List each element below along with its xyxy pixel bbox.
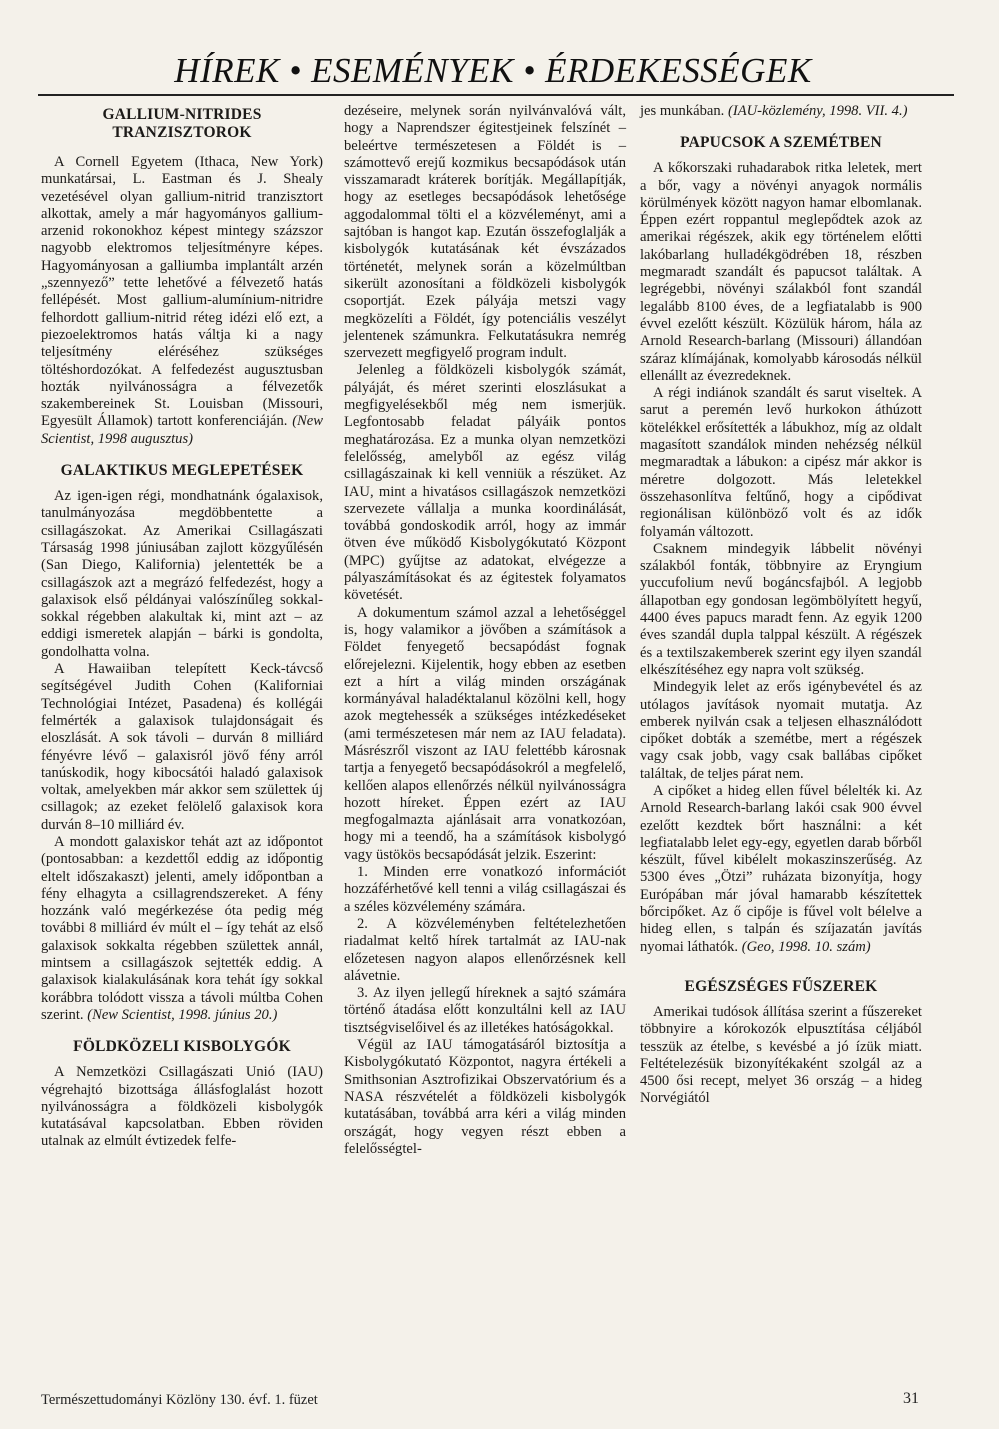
- column-3: [640, 103, 922, 1108]
- article-paragraph: [41, 154, 323, 448]
- recommendation-item: 2. A közvéleményben feltételezhetően riadalmat keltő hírek tartalmát az IAU-nak előzetesen nagyon alapos ellenőrzésnek kell alávetnie.: [344, 915, 626, 984]
- article-paragraph: [640, 103, 922, 120]
- column-2: [344, 103, 626, 1158]
- page-number: 31: [903, 1390, 919, 1407]
- article-title-galaxies: GALAKTIKUS MEGLEPETÉSEK: [60, 462, 304, 480]
- paragraph-text: A Cornell Egyetem (Ithaca, New York) munkatársai, L. Eastman és J. Shealy vezetésével olyan gallium-nitrid tranzisztort alkottak, amely a már hagyományos gallium-arzenid rokonokhoz képest mintegy százszor nagyobb elektromos teljesítményre képes. Hagyományosan a galliumba implantált arzén „szennyező” tette lehetővé a félvezető hatás fellépését. Most gallium-alumínium-nitridre felhordott gallium-nitrid réteg idézi elő ezt, a piezoelektromos hatás váltja ki a nagy teljesítmény eléréséhez szükséges töltéshordozókat. A felfedezést augusztusban hozták nyilvánosságra a félvezetők szakembereinek St. Louisban (Missouri, Egyesült Államok) tartott konferenciáján.: [41, 154, 323, 430]
- source-citation: (Geo, 1998. 10. szám): [741, 938, 871, 955]
- article-title-gallium: GALLIUM-NITRIDES TRANZISZTOROK: [102, 106, 262, 141]
- article-paragraph: Csaknem mindegyik lábbelit növényi szálakból fonták, többnyire az Eryngium yuccufolium nevű bogáncsfajból. A legjobb állapotban egy gondosan legömbölyített hegyű, 4400 éves papucs maradt fenn. Az egyik 1200 éves szandál dupla talppal készült. A régészek és a textilszakemberek szerint egy ilyen szandál elkészítéséhez egy napra volt szükség.: [640, 540, 922, 678]
- article-title-sandals: PAPUCSOK A SZEMÉTBEN: [680, 134, 882, 152]
- article-paragraph: A Nemzetközi Csillagászati Unió (IAU) végrehajtó bizottsága állásfoglalást hozott nyilvánosságra a földközeli kisbolygók kutatásával kapcsolatban. Ebben röviden utalnak az elmúlt évtizedek felfe-: [41, 1064, 323, 1150]
- article-paragraph: [640, 783, 922, 956]
- article-paragraph: Végül az IAU támogatásáról biztosítja a Kisbolygókutató Központot, nagyra értékeli a Smithsonian Asztrofizikai Obszervatórium és a NASA részvételét a földközeli kisbolygók kutatásában, továbbá arra kéri a világ minden országát, hogy vegyen részt ebben a felelősségtel-: [344, 1037, 626, 1157]
- article-paragraph: A régi indiánok szandált és sarut viseltek. A sarut a peremén levő hurkokon áthúzott kötelékkel erősítették a lábukhoz, míg az oldalt magasított szandálok minden nehézség nélkül megmaradtak a lábukon: a cipész már akkor is méretre dolgozott. Más leletekkel összehasonlítva feltűnő, hogy a cipődivat regionálisan különböző volt és az idők folyamán változott.: [640, 385, 922, 540]
- journal-footer: Természettudományi Közlöny 130. évf. 1. füzet: [41, 1392, 318, 1408]
- header-rule: [38, 94, 954, 96]
- article-paragraph: Az igen-igen régi, mondhatnánk ógalaxisok, tanulmányozása megdöbbentette a csillagászokat. Az Amerikai Csillagászati Társaság 1998 júniusában zajlott közgyűlésén (San Diego, Kalifornia) jelentették be a csillagászok azt a megrázó felfedezést, hogy a galaxisok első példányai valószínűleg sokkal-sokkal régebben alakultak ki, mint azt – az eddigi ismeretek alapján – bárki is gondolta, gondolhatta volna.: [41, 488, 323, 660]
- article-title-asteroids: FÖLDKÖZELI KISBOLYGÓK: [73, 1038, 291, 1056]
- article-paragraph: A kőkorszaki ruhadarabok ritka leletek, mert a bőr, vagy a növényi anyagok normális körülmények között nagyon hamar elbomlanak. Éppen ezért roppantul meglepődtek azok az amerikai régészek, akik egy történelem előtti lakóbarlang hulladékgödrében 18, részben megmaradt szandált és papucsot találtak. A legrégebbi, növényi szálakból font szandál legalább 8100 éves, de a legfiatalabb is 900 évvel ezelőtt készült. Közülük három, hála az Arnold Research-barlang (Missouri) állandóan száraz klímájának, komolyabb károsodás nélkül ellenállt az évezredeknek.: [640, 160, 922, 384]
- article-paragraph: Mindegyik lelet az erős igénybevétel és az utólagos javítások nyomait mutatja. Az emberek nyilván csak a teljesen elhasználódott cipőket dobták a szemétbe, mert a régészek vagy csak jobb, vagy csak ballábas cipőket találtak, de teljes párat nem.: [640, 679, 922, 782]
- article-paragraph: Jelenleg a földközeli kisbolygók számát, pályáját, és méret szerinti eloszlásukat a megfigyelésekből még nem ismerjük. Legfontosabb feladat pályáik pontos meghatározása. Ez a munka olyan nemzetközi felelősség, amelyből az egész világ csillagászainak ki kell venniük a részüket. Az IAU, mint a hivatásos csillagászok nemzetközi szervezete vállalja a munka koordinálását, továbbá gondoskodik arról, hogy az immár ötven éve működő Kisbolygókutató Központ (MPC) gyűjtse az adatokat, elvégezze a pályaszámításokat és az égitestek folyamatos követését.: [344, 362, 626, 604]
- article-paragraph: A dokumentum számol azzal a lehetőséggel is, hogy valamikor a jövőben a számítások a Földet fenyegető becsapódást fognak előrejelezni. Kijelentik, hogy ebben az esetben ezt a hírt a világ minden országának kormányával haladéktalanul közölni kell, hogy azok megtehessék a szükséges intézkedéseket (ami természetesen már nem az IAU feladata). Másrészről viszont az IAU felettébb károsnak tartja a fenyegető becsapódásokról a megfelelő, kellően alapos ellenőrzés nélkül nyilvánosságra hozott híreket. Éppen ezért az IAU megfogalmazta ajánlásait arra vonatkozóan, hogy mi a teendő, ha a számítások kisbolygó vagy üstökös becsapódását jelzik. Eszerint:: [344, 604, 626, 863]
- section-title: HÍREK • ESEMÉNYEK • ÉRDEKESSÉGEK: [174, 51, 812, 90]
- article-paragraph: Amerikai tudósok állítása szerint a fűszereket többnyire a kórokozók elpusztítása céljából tesszük az ételbe, s kevésbé a jó ízük miatt. Feltételezésük bizonyítékaként szolgál az a 4500 ősi recept, melyet 36 ország – a hideg Norvégiától: [640, 1003, 922, 1107]
- article-paragraph: [41, 834, 323, 1024]
- paragraph-text: jes munkában.: [640, 103, 725, 119]
- article-title-spices: EGÉSZSÉGES FŰSZEREK: [684, 977, 878, 995]
- recommendation-item: 3. Az ilyen jellegű híreknek a sajtó számára történő átadása előtt konzultálni kell az IAU tisztségviselőivel és az illetékes hatóságokkal.: [344, 985, 626, 1036]
- paragraph-text: A mondott galaxiskor tehát azt az időpontot (pontosabban: a kezdettől eddig az időpontig eltelt időszakaszt) jelenti, amely időpontban a fény elhagyta a csillagrendszereket. A fény hozzánk való megérkezése óta pedig még további 8 milliárd év múlt el – így tehát az első galaxisok sokkalta régebben születtek annál, mintsem a csillagászok sejtették eddig. A galaxisok kialakulásának kora tehát így sokkal korábbra tolódott vissza a távoli múltba Cohen szerint.: [41, 833, 323, 1023]
- column-1: [41, 103, 323, 1151]
- article-paragraph: dezéseire, melynek során nyilvánvalóvá vált, hogy a Naprendszer égitestjeinek felszínét – beleértve természetesen a Földét is – számottevő erejű kozmikus becsapódások után visszamaradt kráterek borítják. Megállapítják, hogy az esetleges becsapódások lehetősége aggodalommal tölti el a közvéleményt, ami a sajtóban is hangot kap. Ezután összefoglalják a kisbolygók kutatásának két évszázados történetét, melynek során a közelmúltban sikerült azonosítani a földközeli kisbolygók csoportját. Ezek pályája metszi vagy megközelíti a Földét, így potenciális veszélyt jelentenek számunkra. Felkutatásukra nemrég szervezett megfigyelő program indult.: [344, 103, 626, 362]
- paragraph-text: A cipőket a hideg ellen fűvel bélelték ki. Az Arnold Research-barlang lakói csak 900 évvel ezelőtt kezdtek bőrt használni: a két legfiatalabb lelet egy-egy, egyetlen darab bőrből készült, fűvel kibélelt mokaszinszerűség. Az 5300 éves „Ötzi” ruházata bizonyítja, hogy Európában már jóval hamarabb készítettek bőrcipőket. Az ő cipője is fűvel volt bélelve a hideg ellen, s talpán és szíjazatán javítás nyomai láthatók.: [640, 782, 922, 955]
- source-citation: (New Scientist, 1998. június 20.): [87, 1006, 278, 1023]
- recommendation-item: 1. Minden erre vonatkozó információt hozzáférhetővé kell tenni a világ csillagászai és a széles közvélemény számára.: [344, 864, 626, 915]
- article-paragraph: A Hawaiiban telepített Keck-távcső segítségével Judith Cohen (Kaliforniai Technológiai Intézet, Pasadena) és kollégái felmérték a galaxisok tulajdonságait és eloszlását. A sok távoli – durván 8 milliárd fényévre lévő – galaxisról jövő fény arról tanúskodik, hogy kibocsátói haladó galaxisok voltak, amelyekben már akkor sem születtek új csillagok; az ezeket felölelő galaxisok kora durván 8–10 milliárd év.: [41, 661, 323, 833]
- page-header: [38, 48, 948, 98]
- source-citation: (IAU-közlemény, 1998. VII. 4.): [727, 103, 908, 119]
- source-citation: (New Scientist, 1998 augusztus): [41, 413, 323, 447]
